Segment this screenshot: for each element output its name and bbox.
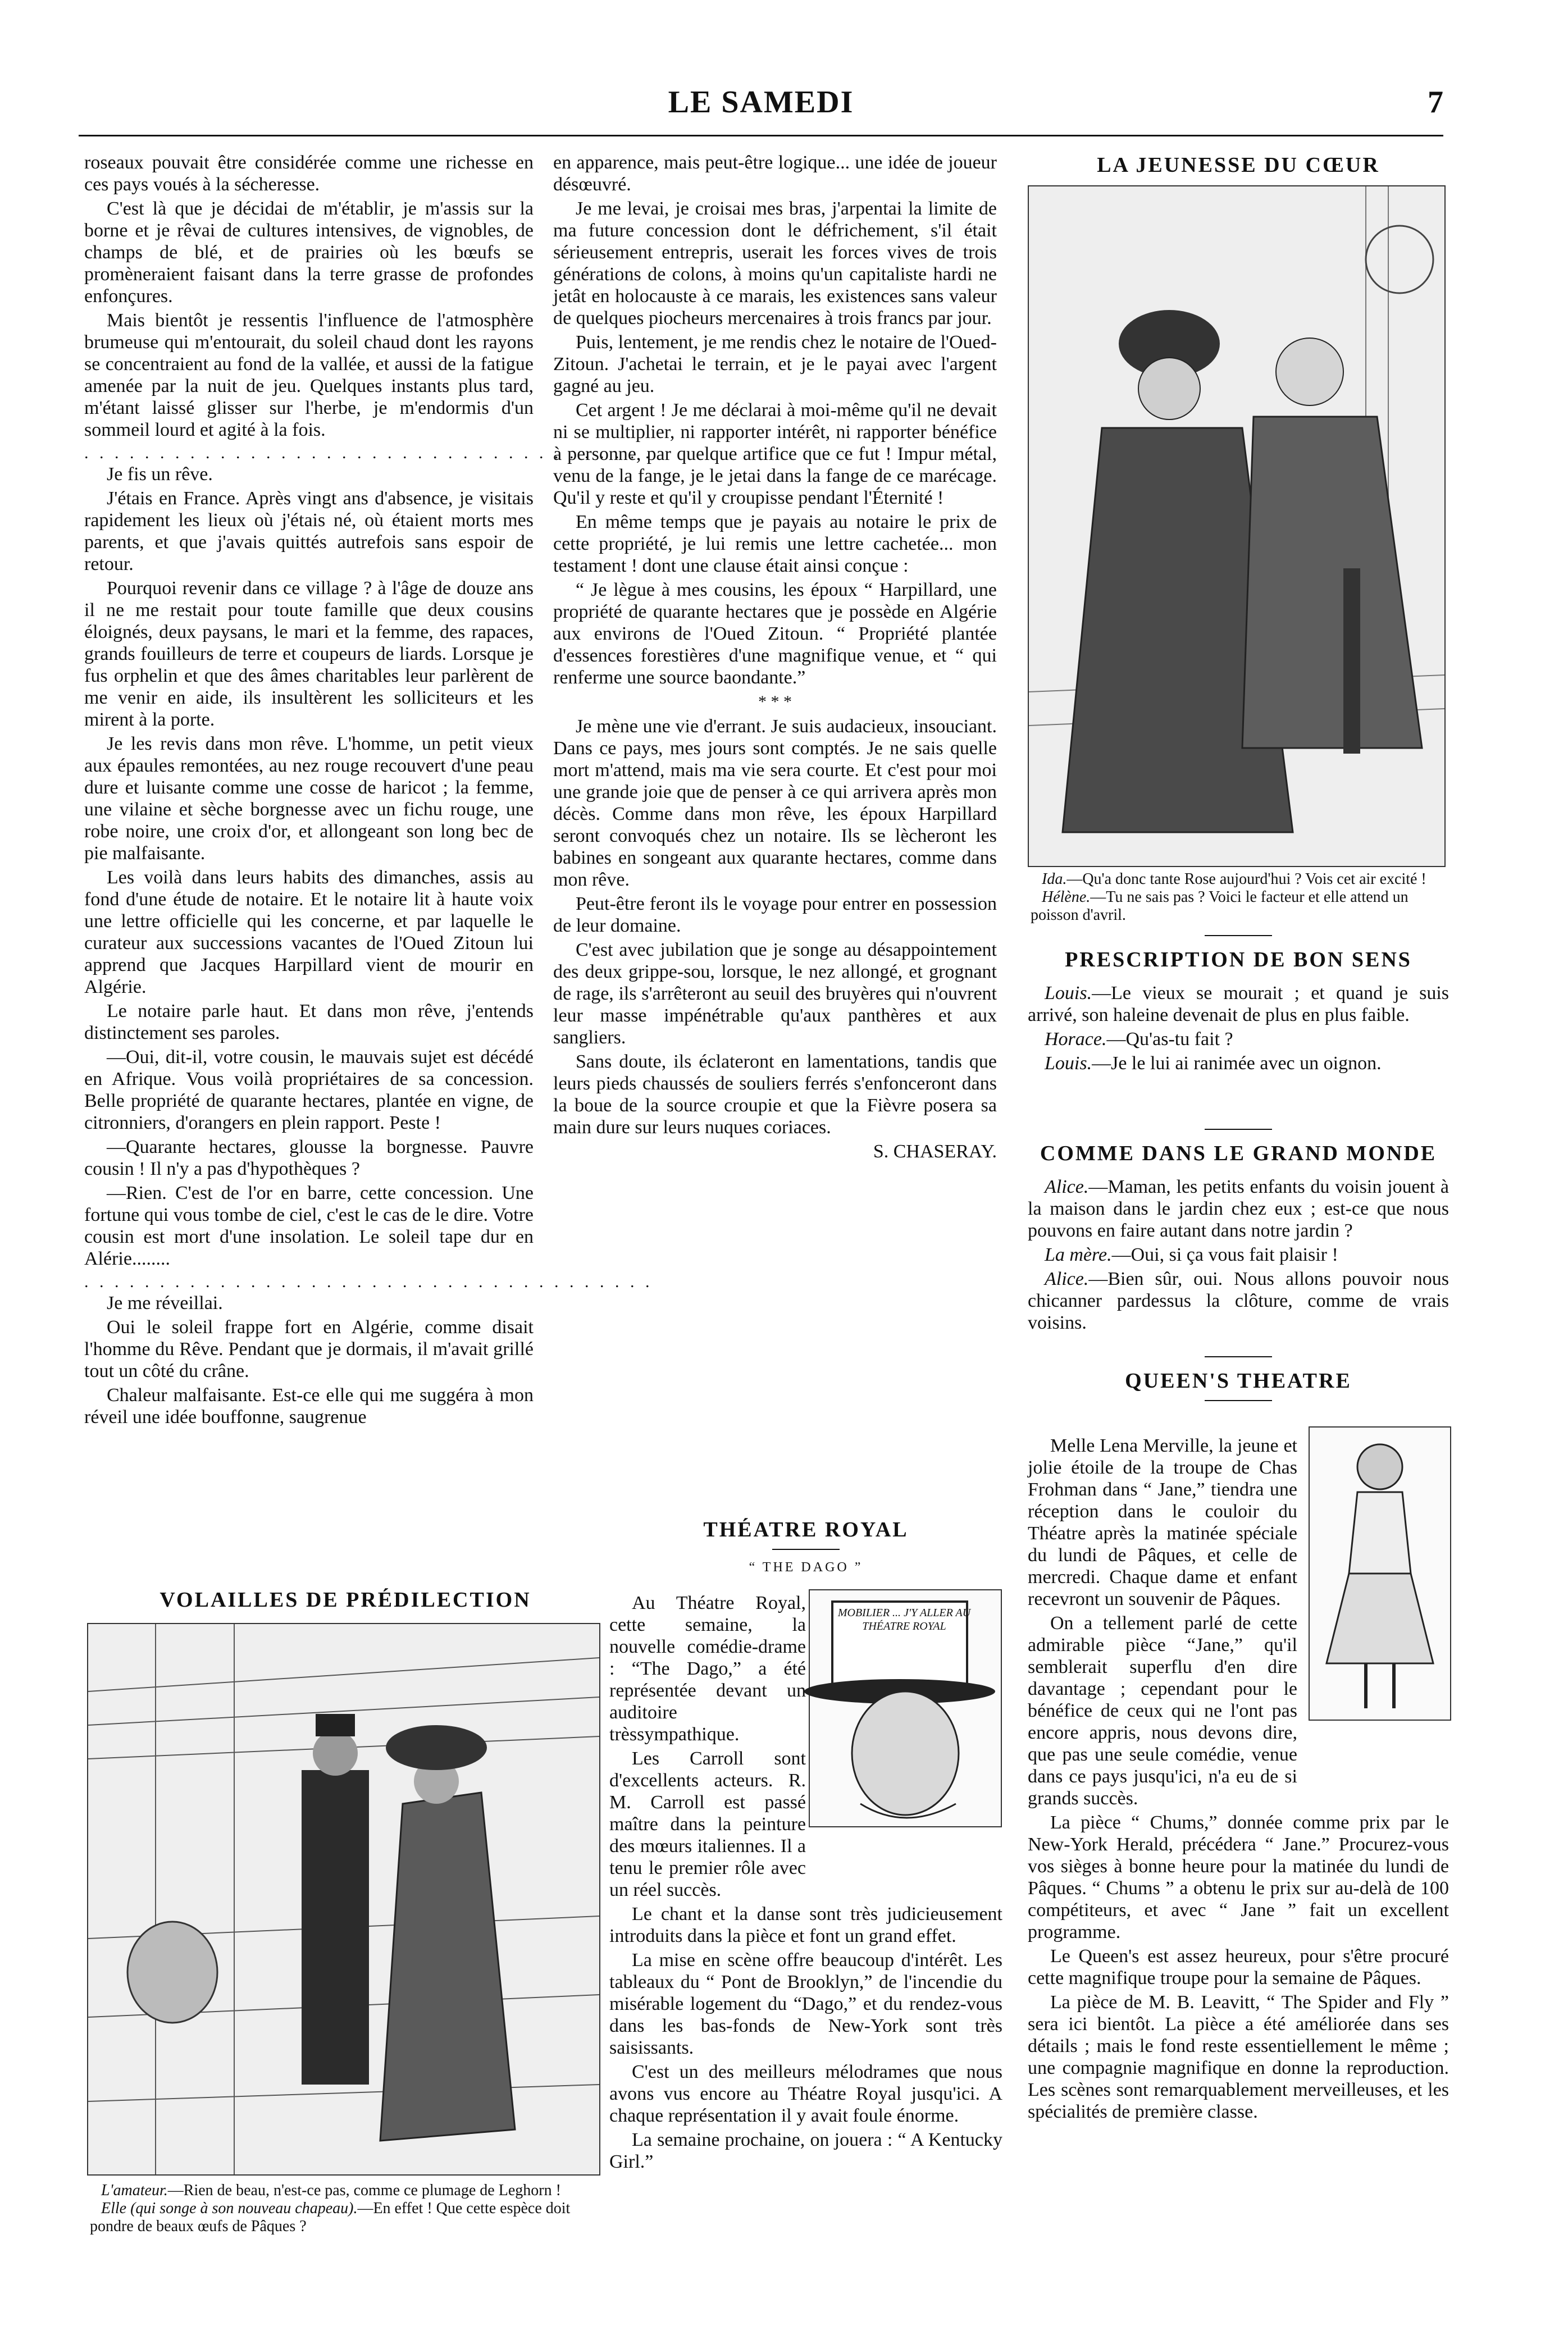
masthead: LE SAMEDI bbox=[668, 85, 854, 120]
theatre-paragraph: Les Carroll sont d'excellents acteurs. R. M. Carroll est passé maître dans la peinture des mœurs italiennes. Il a tenu le premier rôle avec un réel succès. bbox=[609, 1748, 806, 1900]
title-rule bbox=[1205, 1400, 1272, 1401]
col2-paragraph: “ Je lègue à mes cousins, les époux “ Harpillard, une propriété de quarante hectares que je possède en Algérie aux environs de l'Oued Zitoun. “ Propriété plantée d'essences forestières d'une magnifique venue, et “ qui renferme une source baondante.” bbox=[553, 580, 997, 688]
two-women-engraving-icon bbox=[1029, 186, 1444, 866]
header-rule bbox=[79, 135, 1443, 136]
col1-paragraph: Oui le soleil frappe fort en Algérie, comme disait l'homme du Rêve. Pendant que je dormais, il m'avait grillé tout un côté du crâne. bbox=[84, 1317, 534, 1381]
grand-monde-section bbox=[1028, 1129, 1449, 1336]
two-women-illustration bbox=[1028, 185, 1446, 867]
volailles-caption bbox=[90, 2182, 595, 2236]
caption-text: —Qu'a donc tante Rose aujourd'hui ? Vois cet air excité ! bbox=[1066, 870, 1426, 888]
col2-paragraph: En même temps que je payais au notaire le prix de cette propriété, je lui remis une lettre cachetée... mon testament ! dont une clause était ainsi conçue : bbox=[553, 512, 997, 576]
section-dots: . . . . . . . . . . . . . . . . . . . . . . . . . . . . . . . . . . . . . . bbox=[84, 1273, 653, 1291]
title-rule bbox=[772, 1549, 840, 1550]
col1-paragraph: Chaleur malfaisante. Est-ce elle qui me suggéra à mon réveil une idée bouffonne, saugrenue bbox=[84, 1385, 534, 1428]
poultry-illustration bbox=[87, 1623, 600, 2176]
theatre-royal-text bbox=[609, 1592, 1002, 2175]
article-signature: S. CHASERAY. bbox=[873, 1141, 997, 1162]
dialog-text: —Maman, les petits enfants du voisin jouent à la maison dans le jardin chez eux ; est-ce que nous pouvons en faire autant dans notre jardin ? bbox=[1028, 1176, 1449, 1241]
section-dots: . . . . . . . . . . . . . . . . . . . . . . . . . . . . . . . . . . . . . . bbox=[84, 444, 653, 462]
queens-paragraph: Le Queen's est assez heureux, pour s'être procuré cette magnifique troupe pour la semaine de Pâques. bbox=[1028, 1946, 1449, 1989]
queens-section bbox=[1028, 1356, 1449, 1411]
col2-paragraph: C'est avec jubilation que je songe au désappointement des deux grippe-sou, lorsque, le nez allongé, et grognant de rage, ils s'arrêteront au seuil des bruyères qui n'ouvrent leur masse impénétrable qu'aux panthères et aux sangliers. bbox=[553, 940, 997, 1048]
star-separator: * * * bbox=[758, 692, 792, 711]
col1-paragraph: C'est là que je décidai de m'établir, je m'assis sur la borne et je rêvai de cultures intensives, de vignobles, de champs de blé, et de prairies où les bœufs se promèneraient faisant dans la terre grasse de profondes enfonçures. bbox=[84, 198, 534, 307]
section-title-grand-monde: COMME DANS LE GRAND MONDE bbox=[1040, 1142, 1437, 1165]
col1-paragraph: Je les revis dans mon rêve. L'homme, un petit vieux aux épaules remontées, au nez rouge recouvert d'une peau dure et luisante comme une cosse de haricot ; la femme, une vilaine et sèche borgnesse avec un fichu rouge, une robe noire, une croix d'or, et allongeant son long bec de pie malfaisante. bbox=[84, 733, 534, 864]
dialog-speaker: Alice. bbox=[1045, 1269, 1089, 1289]
caption-speaker: Ida. bbox=[1042, 870, 1067, 888]
section-title-prescription: PRESCRIPTION DE BON SENS bbox=[1065, 948, 1412, 972]
col1-paragraph: —Quarante hectares, glousse la borgnesse. Pauvre cousin ! Il n'y a pas d'hypothèques ? bbox=[84, 1137, 534, 1179]
section-title-jeunesse: LA JEUNESSE DU CŒUR bbox=[1097, 153, 1380, 177]
caption-text: —Tu ne sais pas ? Voici le facteur et elle attend un poisson d'avril. bbox=[1031, 888, 1409, 924]
theatre-paragraph: Au Théatre Royal, cette semaine, la nouvelle comédie-drame : “The Dago,” a été représentée devant un auditoire trèssympathique. bbox=[609, 1593, 806, 1745]
dialog-speaker: Louis. bbox=[1045, 1053, 1092, 1074]
dialog-speaker: La mère. bbox=[1045, 1244, 1112, 1265]
col1-paragraph: —Oui, dit-il, votre cousin, le mauvais sujet est décédé en Afrique. Vous voilà propriétaires de sa concession. Belle propriété de quarante hectares, plantée en vigne, de citronniers, d'orangers en plein rapport. Peste ! bbox=[84, 1047, 534, 1133]
col2-paragraph: Je mène une vie d'errant. Je suis audacieux, insouciant. Dans ce pays, mes jours sont comptés. Je ne sais quelle mort m'attend, mais ma vie sera courte. Et c'est pour moi une grande joie que de penser à ce qui arrivera après mon décès. Comme dans mon rêve, les époux Harpillard seront convoqués chez un notaire. Ils se lècheront les babines en songeant aux quarante hectares, comme dans mon rêve. bbox=[553, 716, 997, 890]
col2-paragraph: en apparence, mais peut-être logique... une idée de joueur désœuvré. bbox=[553, 152, 997, 195]
col2-paragraph: Puis, lentement, je me rendis chez le notaire de l'Oued-Zitoun. J'achetai le terrain, et je le payai avec l'argent gagné au jeu. bbox=[553, 332, 997, 396]
col1-paragraph: J'étais en France. Après vingt ans d'absence, je visitais rapidement les lieux où j'étais né, où étaient morts mes parents, et que j'avais quittés autrefois sans espoir de retour. bbox=[84, 488, 534, 574]
prescription-section bbox=[1028, 935, 1449, 1077]
col1-paragraph: roseaux pouvait être considérée comme une richesse en ces pays voués à la sécheresse. bbox=[84, 152, 534, 195]
col2-paragraph: Sans doute, ils éclateront en lamentations, tandis que leurs pieds chaussés de souliers ferrés s'enfonceront dans la boue de la source croupie et que la Fièvre posera sa main dure sur leurs nuques coriaces. bbox=[553, 1051, 997, 1138]
caption-text: —En effet ! Que cette espèce doit pondre de beaux œufs de Pâques ? bbox=[90, 2200, 571, 2235]
jeunesse-section bbox=[1025, 152, 1452, 179]
dialog-text: —Je le lui ai ranimée avec un oignon. bbox=[1092, 1053, 1382, 1074]
title-rule bbox=[1205, 935, 1272, 936]
theatre-paragraph: La semaine prochaine, on jouera : “ A Kentucky Girl.” bbox=[609, 2129, 1002, 2172]
theatre-royal-section bbox=[609, 1516, 1002, 1581]
caption-text: —Rien de beau, n'est-ce pas, comme ce plumage de Leghorn ! bbox=[167, 2182, 561, 2199]
col1-paragraph: Pourquoi revenir dans ce village ? à l'âge de douze ans il ne me restait pour toute famille que deux cousins éloignés, deux paysans, le mari et la femme, des rapaces, grands fouilleurs de terre et coupeurs de liards. Lorsque je fus orphelin et que des âmes charitables leur parlèrent de me venir en aide, ils insultèrent les solliciteurs et les mirent à la porte. bbox=[84, 578, 534, 730]
dialog-speaker: Louis. bbox=[1045, 983, 1092, 1004]
dialog-speaker: Alice. bbox=[1045, 1176, 1089, 1197]
queens-paragraph: Melle Lena Merville, la jeune et jolie étoile de la troupe de Chas Frohman dans “ Jane,” tiendra une réception dans le couloir du Théatre après la matinée spéciale du lundi de Pâques, et celle de mercredi. Chaque dame et enfant recevront un souvenir de Pâques. bbox=[1028, 1435, 1297, 1609]
queens-paragraph: La pièce de M. B. Leavitt, “ The Spider and Fly ” sera ici bientôt. La pièce a été améliorée dans ses détails ; mais le fond reste essentiellement le même ; une compagnie magnifique en donne la reproduction. Les scènes sont remarquablement merveilleuses, et les spécialités de première classe. bbox=[1028, 1992, 1449, 2122]
col1-paragraph: Les voilà dans leurs habits des dimanches, assis au fond d'une étude de notaire. Et le notaire lit à haute voix une lettre officielle qui les concerne, et par laquelle le curateur aux successions vacantes de l'Oued Zitoun lui apprend que Jacques Harpillard vient de mourir en Algérie. bbox=[84, 867, 534, 997]
jeunesse-caption bbox=[1031, 870, 1449, 924]
theatre-paragraph: C'est un des meilleurs mélodrames que nous avons vus encore au Théatre Royal jusqu'ici. A chaque représentation il y avait foule énorme. bbox=[609, 2062, 1002, 2126]
col2-paragraph: Cet argent ! Je me déclarai à moi-même qu'il ne devait ni se multiplier, ni rapporter intérêt, ni rapporter bénéfice à personne, par quelque artifice que ce fut ! Impur métal, venu de la fange, je le jetai dans la fange de ce marécage. Qu'il y reste et qu'il y croupisse pendant l'Éternité ! bbox=[553, 400, 997, 508]
queens-text bbox=[1028, 1435, 1449, 2125]
col1-paragraph: Le notaire parle haut. Et dans mon rêve, j'entends distinctement ses paroles. bbox=[84, 1001, 534, 1043]
poultry-engraving-icon bbox=[88, 1624, 599, 2174]
col2-paragraph: Je me levai, je croisai mes bras, j'arpentai la limite de ma future concession dont le défrichement, s'il était sérieusement entrepris, userait les forces vives de trois générations de colons, à moins qu'un capitaliste hardi ne jetât en holocauste à ce marais, les existences sans valeur de quelques piocheurs mercenaires à trois francs par jour. bbox=[553, 198, 997, 329]
hat-lettering: MOBILIER ... J'Y ALLER AU THÉATRE ROYAL bbox=[837, 1607, 971, 1632]
col1-paragraph: Je me réveillai. bbox=[107, 1293, 223, 1314]
dialog-text: —Bien sûr, oui. Nous allons pouvoir nous chicanner pardessus la clôture, comme de vrais voisins. bbox=[1028, 1269, 1449, 1333]
section-title-volailles: VOLAILLES DE PRÉDILECTION bbox=[159, 1588, 531, 1612]
page-number: 7 bbox=[1428, 85, 1443, 120]
queens-paragraph: On a tellement parlé de cette admirable pièce “Jane,” qu'il semblerait superflu d'en dire davantage ; cependant pour le bénéfice de ceux qui ne l'ont pas encore appris, nous devons dire, que pas une seule comédie, venue dans ce pays jusqu'ici, n'a eu de si grands succès. bbox=[1028, 1613, 1297, 1809]
play-subtitle: “ THE DAGO ” bbox=[749, 1560, 863, 1575]
title-rule bbox=[1205, 1129, 1272, 1130]
queens-paragraph: La pièce “ Chums,” donnée comme prix par le New-York Herald, précédera “ Jane.” Procurez-vous vos sièges à bonne heure pour la matinée du lundi de Pâques. “ Chums ” a obtenu le prix sur au-delà de 100 compétiteurs, et avec “ Jane ” fait un excellent programme. bbox=[1028, 1812, 1449, 1942]
col1-paragraph: —Rien. C'est de l'or en barre, cette concession. Une fortune qui vous tombe de ciel, c'est le cas de le dire. Votre cousin est mort d'une insolation. Le soleil tape dur en Alérie........ bbox=[84, 1183, 534, 1269]
theatre-paragraph: Le chant et la danse sont très judicieusement introduits dans la pièce et font un grand effet. bbox=[609, 1904, 1002, 1946]
caption-speaker: Elle (qui songe à son nouveau chapeau). bbox=[101, 2200, 358, 2217]
section-title-theatre-royal: THÉATRE ROYAL bbox=[703, 1518, 909, 1542]
page-header bbox=[79, 84, 1443, 129]
column-2 bbox=[553, 152, 997, 1165]
volailles-section bbox=[84, 1586, 607, 1613]
column-1 bbox=[84, 152, 653, 1430]
col1-paragraph: Mais bientôt je ressentis l'influence de l'atmosphère brumeuse qui m'entourait, du soleil chaud dont les rayons se concentraient au fond de la vallée, et aussi de la fatigue amenée par la nuit de jeu. Quelques instants plus tard, m'étant laissé glisser sur l'herbe, je m'endormis d'un sommeil lourd et agité à la fois. bbox=[84, 310, 534, 440]
dialog-speaker: Horace. bbox=[1045, 1029, 1107, 1050]
dialog-text: —Oui, si ça vous fait plaisir ! bbox=[1111, 1244, 1338, 1265]
theatre-paragraph: La mise en scène offre beaucoup d'intérêt. Les tableaux du “ Pont de Brooklyn,” de l'incendie du misérable logement du “Dago,” et du rendez-vous dans les bas-fonds de New-York sont très saisissants. bbox=[609, 1950, 1002, 2058]
caption-speaker: Hélène. bbox=[1042, 888, 1091, 906]
col1-paragraph: Je fis un rêve. bbox=[107, 464, 213, 485]
col2-paragraph: Peut-être feront ils le voyage pour entrer en possession de leur domaine. bbox=[553, 893, 997, 936]
dialog-text: —Qu'as-tu fait ? bbox=[1106, 1029, 1233, 1050]
title-rule bbox=[1205, 1356, 1272, 1357]
dialog-text: —Le vieux se mourait ; et quand je suis arrivé, son haleine devenait de plus en plus faible. bbox=[1028, 983, 1449, 1025]
section-title-queens: QUEEN'S THEATRE bbox=[1125, 1369, 1352, 1393]
caption-speaker: L'amateur. bbox=[101, 2182, 168, 2199]
